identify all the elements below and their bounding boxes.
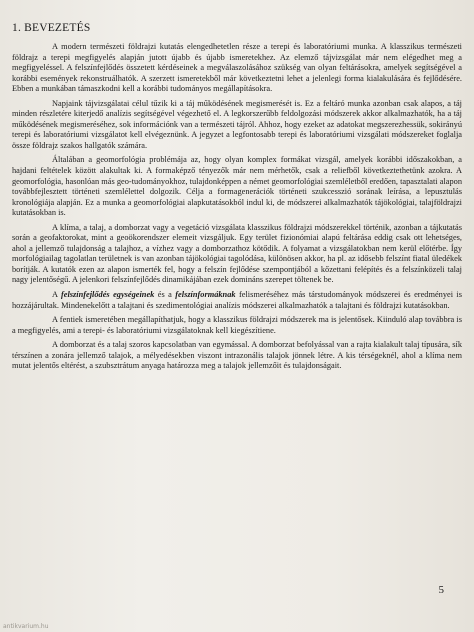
chapter-heading: 1. BEVEZETÉS <box>12 22 91 34</box>
emphasis-surface-development-units: felszínfejlődés egységeinek <box>61 290 155 300</box>
paragraph-4: A klíma, a talaj, a domborzat vagy a vegetáció vizsgálata klasszikus földrajzi módszerekkel történik, azonban a tájkutatás során a geofaktorokat, mint a geoökorendszer elemeit vizsgáljuk. Egy terület fizionómiai alapú feltárása eddig csak ott lehetséges, ahol a jellemző tulajdonság a talajhoz, a vízhez vagy a domborzathoz kötődik. A folyamat a vizsgálatokban nem kerül előtérbe. Így morfológiailag tagolatlan területnek is van azonban tájökológiai tagolódása, különösen akkor, ha pl. az idősebb felszínt fiatal üledékek borítják. A kutatók ezen az alapon ismerték fel, hogy a felszín fejlődése szempontjából a kőzettani felépítés és a felszínközeli talaj nagy jelentőségű. A jelenkori felszínfejlődés dinamikájában ezek domináns szerepet töltenek be. <box>12 222 462 285</box>
paragraph-3: Általában a geomorfológia problémája az, hogy olyan komplex formákat vizsgál, amelyek korábbi időszakokban, a hajdani feltételek között alakultak ki. A formaképző tényezők már nem mérhetők, csak a reliefből következtethetünk azokra. A geomorfológia, hasonlóan más geo-tudományokhoz, tulajdonképpen a német geomorfológiai szemléletből eredően, tapasztalati alapon továbbfejlesztett történeti szemlélettel dolgozik. Célja a formagenerációk történeti szukcesszió sorának leírása, a lepusztulás kronológiája alapján. Ez a munka a geomorfológiai alapkutatásokból indul ki, de módszerei alkalmazhatók tájökológiai, talajföldrajzi kutatásokban is. <box>12 155 462 218</box>
watermark: antikvarium.hu <box>3 623 49 630</box>
paragraph-5-conj: és a <box>154 290 176 300</box>
paragraph-6: A fentiek ismeretében megállapíthatjuk, hogy a klasszikus földrajzi módszerek ma is jelentősek. Kiinduló alap továbbra is a megfigyelés, ami a terepi- és laboratóriumi vizsgálatoknak kell kiegészítiene. <box>12 315 462 335</box>
paragraph-1: A modern természeti földrajzi kutatás elengedhetetlen része a terepi és laboratóriumi munka. A klasszikus természeti földrajz a terepi megfigyelés alapján jutott újabb és újabb ismeretekhez. Az elemző tájvizsgálat már nem elégedhet meg a megfigyeléssel. A felszínfejlődés összetett kérdéseinek a megválaszolásához szükség van olyan feltárásokra, amelyek segítségével a korábbi események rekonstruálhatók. A szerzett ismeretekből már következtetni lehet a jelenlegi forma kialakulására és fejlődésére. Ebben a munkában támaszkodni kell a korábbi tudományos megállapításokra. <box>12 42 462 94</box>
paragraph-2: Napjaink tájvizsgálatai célul tűzik ki a táj működésének megismerését is. Ez a feltáró munka azonban csak alapos, a táj minden részletére kiterjedő analízis segítségével végezhető el. A legkorszerűbb feldolgozási módszerek akkor alkalmazhatók, ha a táj működésének megismeréséhez, sok információnk van a természeti tájról. Ahhoz, hogy ezeket az adatokat megszerezhessük, sokirányú terepi és laboratóriumi vizsgálatot kell elvégeznünk. A jegyzet a legfontosabb terepi és laboratóriumi vizsgálati módszereket foglalja össze földrajz szakos hallgatók számára. <box>12 98 462 150</box>
page-number: 5 <box>438 584 444 596</box>
paragraph-5-start: A <box>52 290 61 300</box>
emphasis-landforms: felszínformáknak <box>175 290 236 300</box>
body-text <box>12 42 462 372</box>
paragraph-5 <box>12 290 462 311</box>
paragraph-7: A domborzat és a talaj szoros kapcsolatban van egymással. A domborzat befolyással van a rajta kialakult talaj típusára, sík térszínen a zonára jellemző talajok, a mélyedésekben viszont intrazonális talajok jönnek létre. A kis térségeknél, ahol a klíma nem mutat jelentős eltérést, a szubsztrátum anyaga határozza meg a talajok jellemzőit és tulajdonságait. <box>12 340 462 371</box>
paragraph-5-rest: felismeréséhez más társtudományok módszerei és eredményei is hozzájárultak. Mindenekelőtt a talajtani és szedimentológiai analízis módszerei alkalmazhatók a talajtani és földrajzi kutatásokban. <box>12 290 462 310</box>
